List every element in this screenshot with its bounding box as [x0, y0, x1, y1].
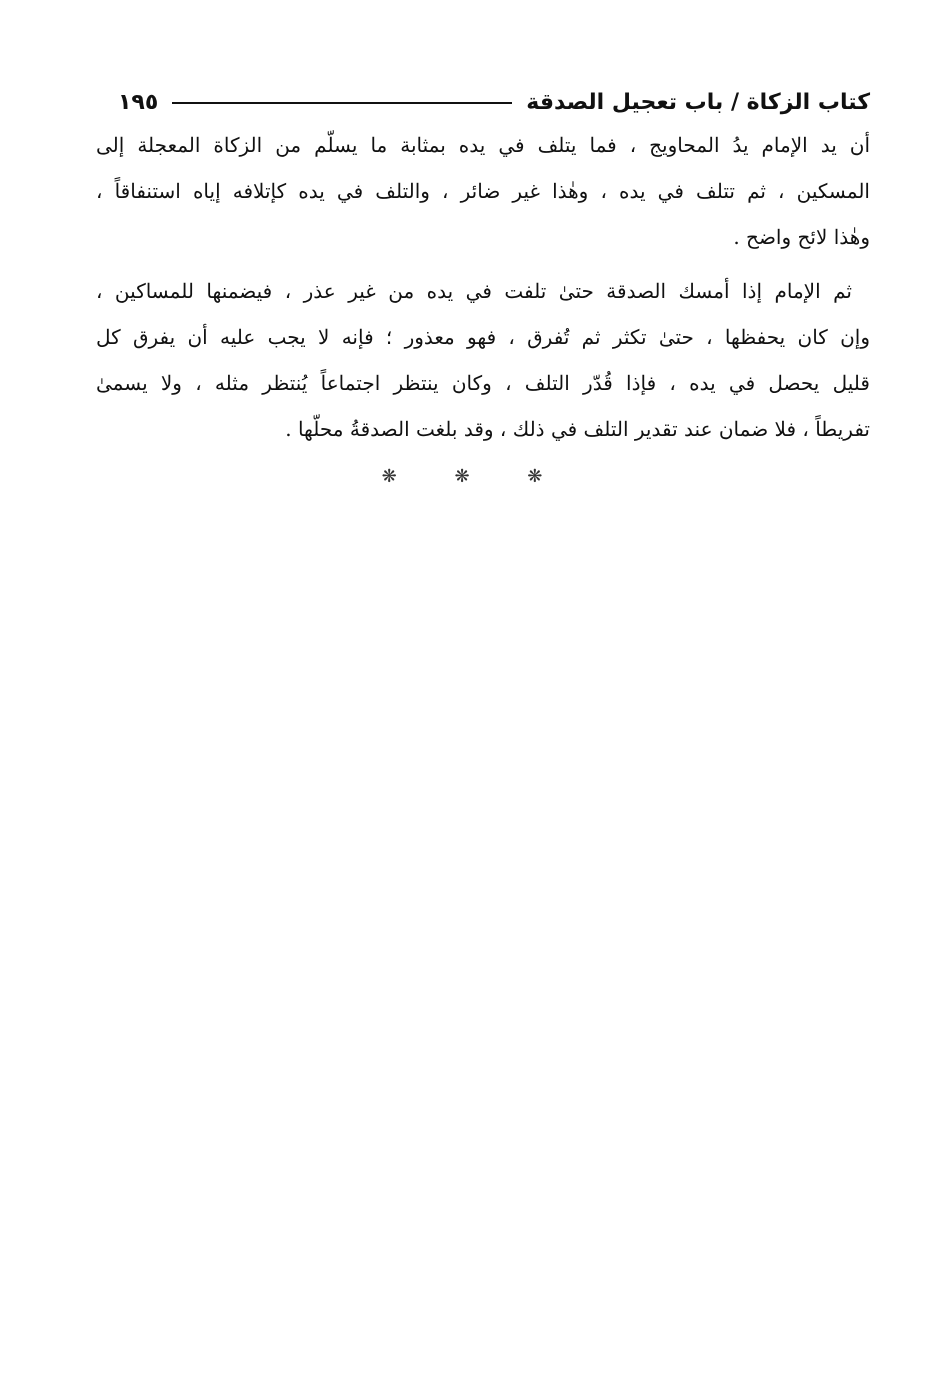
body-text: [96, 122, 870, 452]
text-line: وهٰذا لائح واضح .: [733, 225, 870, 249]
text-line: وإن كان يحفظها ، حتىٰ تكثر ثم تُفرق ، فهو معذور ؛ فإنه لا يجب عليه أن يفرق كل: [96, 325, 870, 349]
section-end-ornament: ❋ ❋ ❋: [381, 466, 569, 487]
text-line: المسكين ، ثم تتلف في يده ، وهٰذا غير ضائر ، والتلف في يده كإتلافه إياه استنفاقاً ،: [96, 179, 870, 203]
text-line: ثم الإمام إذا أمسك الصدقة حتىٰ تلفت في يده من غير عذر ، فيضمنها للمساكين ،: [96, 279, 852, 303]
running-header: [110, 74, 870, 118]
text-line: تفريطاً ، فلا ضمان عند تقدير التلف في ذلك ، وقد بلغت الصدقةُ محلّها .: [285, 417, 870, 441]
paragraph: [96, 122, 870, 260]
header-title: كتاب الزكاة / باب تعجيل الصدقة: [526, 90, 870, 115]
paragraph-gap: [96, 260, 870, 268]
paragraph: [96, 268, 870, 452]
text-line: أن يد الإمام يدُ المحاويج ، فما يتلف في يده بمثابة ما يسلّم من الزكاة المعجلة إلى: [96, 133, 870, 157]
header-rule: [172, 102, 512, 104]
page-number: ١٩٥: [118, 90, 159, 115]
text-line: قليل يحصل في يده ، فإذا قُدّر التلف ، وكان ينتظر اجتماعاً يُنتظر مثله ، ولا يسمىٰ: [96, 371, 870, 395]
